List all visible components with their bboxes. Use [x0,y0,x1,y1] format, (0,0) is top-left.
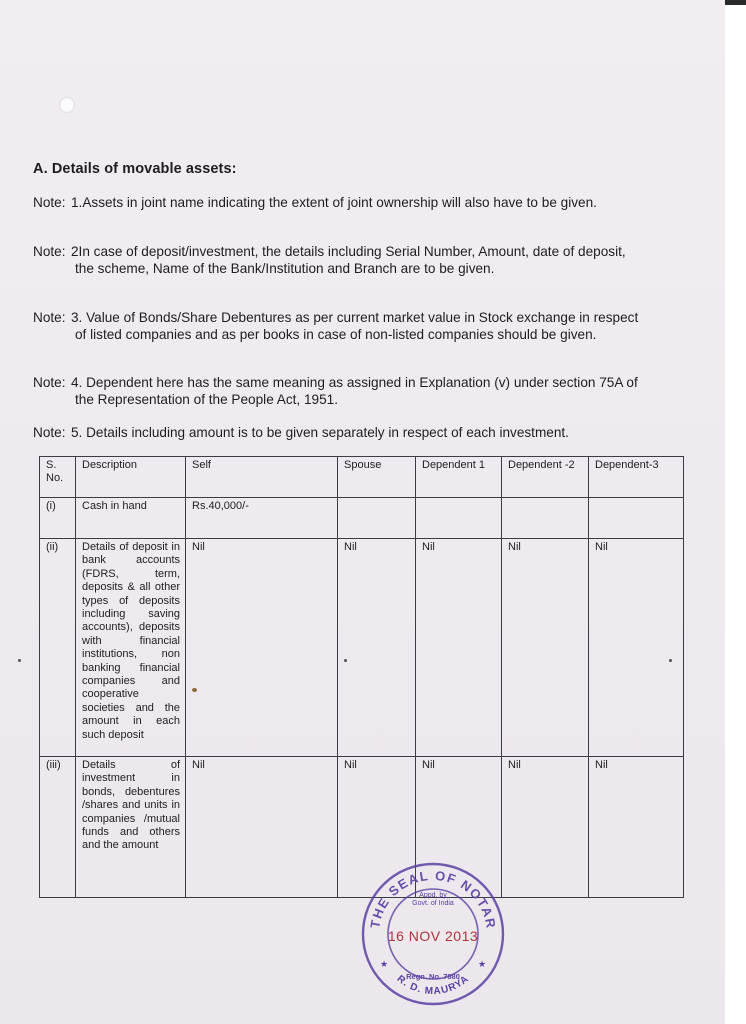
header-description: Description [76,457,186,498]
header-self: Self [186,457,338,498]
ink-speck [669,659,672,662]
table-row [40,498,684,539]
note-text: 4. Dependent here has the same meaning as assigned in Explanation (v) under section 75A of [71,375,638,390]
svg-text:R. D. MAURYA: R. D. MAURYA [394,973,472,998]
note-1 [33,194,683,211]
ink-speck [18,659,21,662]
note-prefix: Note: [33,244,66,259]
svg-text:16 NOV 2013: 16 NOV 2013 [387,928,479,944]
note-text: 3. Value of Bonds/Share Debentures as per current market value in Stock exchange in respect [71,310,639,325]
header-dependent-2: Dependent -2 [502,457,589,498]
cell-sno: (iii) [40,757,76,898]
ink-speck [344,659,347,662]
note-prefix: Note: [33,310,66,325]
note-prefix: Note: [33,375,66,390]
cell-dependent-1: Nil [416,757,502,898]
note-text-continued: of listed companies and as per books in case of non-listed companies should be given. [75,327,597,342]
cell-description: Details of deposit in bank accounts (FDRS, term, deposits & all other types of deposits including saving accounts), deposits with financial institutions, non banking financial companies and cooperative societies and the amount in each such deposit [76,539,186,757]
note-2 [33,243,683,277]
header-sno: S. No. [40,457,76,498]
cell-dependent-2 [502,498,589,539]
svg-text:Regn. No. 7880: Regn. No. 7880 [406,972,460,981]
cell-sno: (ii) [40,539,76,757]
cell-description: Details of investment in bonds, debentures /shares and units in companies /mutual funds and others and the amount [76,757,186,898]
table-row [40,539,684,757]
cell-dependent-3 [589,498,684,539]
svg-text:Govt. of India: Govt. of India [412,900,454,907]
cell-spouse [338,498,416,539]
cell-dependent-1: Nil [416,539,502,757]
cell-self: Rs.40,000/- [186,498,338,539]
cell-self: Nil [186,539,338,757]
cell-dependent-3: Nil [589,539,684,757]
header-dependent-1: Dependent 1 [416,457,502,498]
cell-sno: (i) [40,498,76,539]
movable-assets-table [39,456,684,898]
notary-seal-stamp [360,861,506,1007]
cell-spouse: Nil [338,539,416,757]
cell-description: Cash in hand [76,498,186,539]
punch-hole [59,97,75,113]
note-text-continued: the Representation of the People Act, 1951. [75,392,339,407]
cell-spouse: Nil [338,757,416,898]
note-prefix: Note: [33,195,66,210]
note-5 [33,424,683,441]
scan-margin [725,0,746,1024]
note-text: 2In case of deposit/investment, the details including Serial Number, Amount, date of deposit, [71,244,626,259]
table-header-row [40,457,684,498]
svg-text:★: ★ [380,960,389,970]
svg-text:★: ★ [478,960,487,970]
note-3 [33,309,683,343]
note-text: 1.Assets in joint name indicating the extent of joint ownership will also have to be given. [71,195,597,210]
cell-dependent-1 [416,498,502,539]
ink-speck [192,688,197,692]
note-prefix: Note: [33,425,66,440]
scan-edge-mark [725,0,746,5]
cell-self: Nil [186,757,338,898]
cell-dependent-2: Nil [502,757,589,898]
section-heading: A. Details of movable assets: [33,161,237,177]
header-dependent-3: Dependent-3 [589,457,684,498]
cell-dependent-2: Nil [502,539,589,757]
note-4 [33,374,683,408]
note-text-continued: the scheme, Name of the Bank/Institution and Branch are to be given. [75,261,495,276]
svg-text:Appd. by: Appd. by [419,892,447,899]
header-spouse: Spouse [338,457,416,498]
svg-text:THE SEAL OF NOTARY PUBLIC: THE SEAL OF NOTAR [367,867,499,930]
note-text: 5. Details including amount is to be given separately in respect of each investment. [71,425,569,440]
cell-dependent-3: Nil [589,757,684,898]
